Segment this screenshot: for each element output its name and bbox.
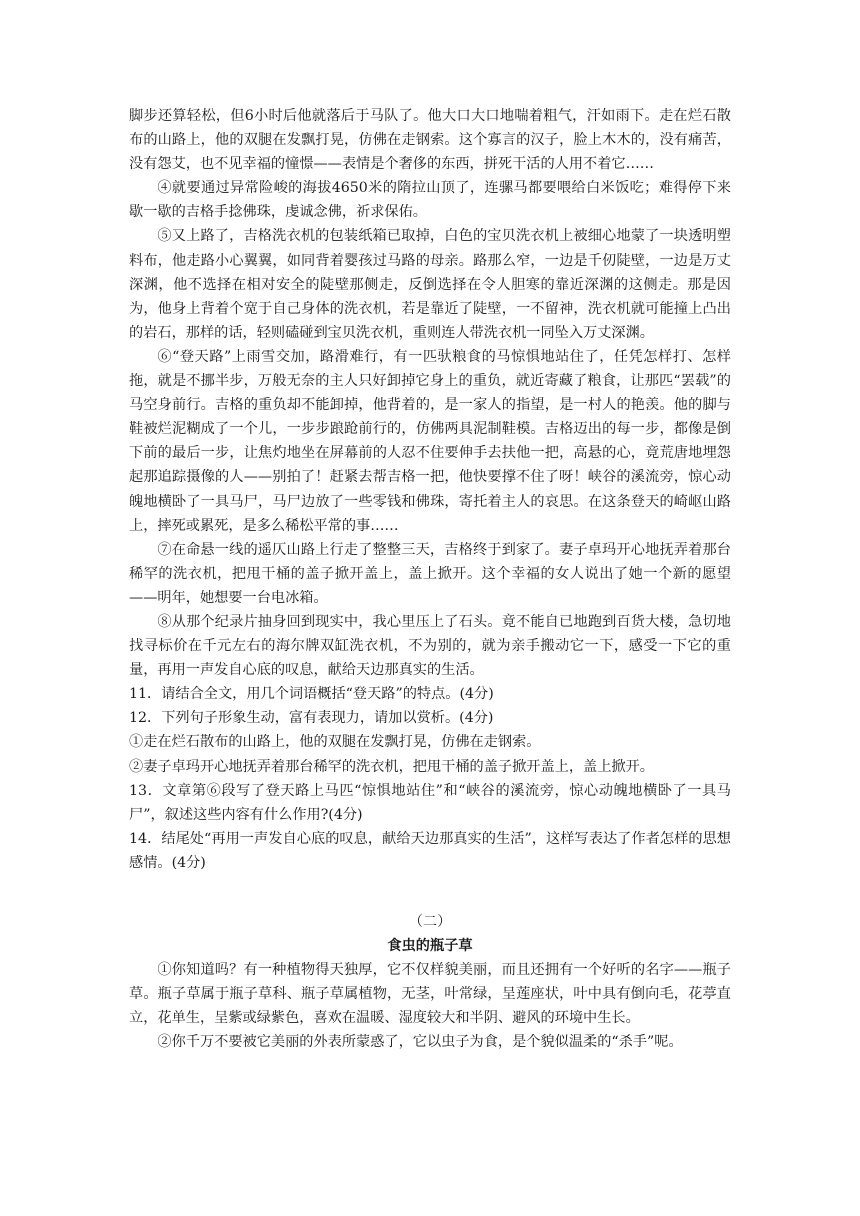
question-12-sentence-2: ②妻子卓玛开心地抚弄着那台稀罕的洗衣机，把甩干桶的盖子掀开盖上，盖上掀开。 xyxy=(129,758,654,775)
paragraph-6: ⑥“登天路”上雨雪交加，路滑难行，有一匹驮粮食的马惊惧地站住了，任凭怎样打、怎样拖，就是不挪半步，万般无奈的主人只好卸掉它身上的重负，就近寄藏了粮食，让那匹“罢载”的马空身前行。吉格的重负却不能卸掉，他背着的，是一家人的指望，是一村人的艳羡。他的脚与鞋被烂泥糊成了一个儿，一步步踉跄前行的，仿佛两具泥制鞋模。吉格迈出的每一步，都像是倒下前的最后一步，让焦灼地坐在屏幕前的人忍不住要伸手去扶他一把，高悬的心，竟荒唐地埋怨起那追踪摄像的人——别拍了！赶紧去帮吉格一把，他快要撑不住了呀！峡谷的溪流旁，惊心动魄地横卧了一具马尸，马尸边放了一些零钱和佛珠，寄托着主人的哀思。在这条登天的崎岖山路上，摔死或累死，是多么稀松平常的事…… xyxy=(129,348,731,534)
paragraph-4: ④就要通过异常险峻的海拔4650米的隋拉山顶了，连骡马都要喂给白米饭吃；难得停下来歇一歇的吉格手捻佛珠，虔诚念佛，祈求保佑。 xyxy=(129,180,731,221)
article-title: 食虫的瓶子草 xyxy=(387,938,473,955)
section-number: （二） xyxy=(408,914,452,930)
question-12-sentence-1: ①走在烂石散布的山路上，他的双腿在发飘打晃，仿佛在走钢索。 xyxy=(129,734,541,751)
question-12: 12．下列句子形象生动，富有表现力，请加以赏析。(4分) xyxy=(129,710,494,727)
question-13: 13．文章第⑥段写了登天路上马匹“惊惧地站住”和“峡谷的溪流旁，惊心动魄地横卧了一具马尸”，叙述这些内容有什么作用?(4分) xyxy=(129,782,731,823)
document-page xyxy=(129,104,731,1055)
question-11: 11．请结合全文，用几个词语概括“登天路”的特点。(4分) xyxy=(129,686,494,703)
paragraph-5: ⑤又上路了，吉格洗衣机的包装纸箱已取掉，白色的宝贝洗衣机上被细心地蒙了一块透明塑料布，他走路小心翼翼，如同背着婴孩过马路的母亲。路那么窄，一边是千仞陡壁，一边是万丈深渊，他不选择在相对安全的陡壁那侧走，反倒选择在令人胆寒的靠近深渊的这侧走。那是因为，他身上背着个宽于自己身体的洗衣机，若是靠近了陡壁，一不留神，洗衣机就可能撞上凸出的岩石，那样的话，轻则磕碰到宝贝洗衣机，重则连人带洗衣机一同坠入万丈深渊。 xyxy=(129,228,731,341)
paragraph-continued: 脚步还算轻松，但6小时后他就落后于马队了。他大口大口地喘着粗气，汗如雨下。走在烂石散布的山路上，他的双腿在发飘打晃，仿佛在走钢索。这个寡言的汉子，脸上木木的，没有痛苦，没有怨艾，也不见幸福的憧憬——表情是个奢侈的东西，拼死干活的人用不着它…… xyxy=(129,108,731,173)
paragraph-8: ⑧从那个纪录片抽身回到现实中，我心里压上了石头。竟不能自已地跑到百货大楼，急切地找寻标价在千元左右的海尔牌双缸洗衣机，不为别的，就为亲手搬动它一下，感受一下它的重量，再用一声发自心底的叹息，献给天边那真实的生活。 xyxy=(129,613,731,679)
paragraph-7: ⑦在命悬一线的遥仄山路上行走了整整三天，吉格终于到家了。妻子卓玛开心地抚弄着那台稀罕的洗衣机，把甩干桶的盖子掀开盖上，盖上掀开。这个幸福的女人说出了她一个新的愿望——明年，她想要一台电冰箱。 xyxy=(129,541,731,606)
passage2-paragraph-1: ①你知道吗？有一种植物得天独厚，它不仅样貌美丽，而且还拥有一个好听的名字——瓶子草。瓶子草属于瓶子草科、瓶子草属植物，无茎，叶常绿，呈莲座状，叶中具有倒向毛，花葶直立，花单生，呈紫或绿紫色，喜欢在温暖、湿度较大和半阴、避风的环境中生长。 xyxy=(129,962,731,1027)
question-14: 14．结尾处“再用一声发自心底的叹息，献给天边那真实的生活”，这样写表达了作者怎样的思想感情。(4分) xyxy=(129,830,731,871)
passage2-paragraph-2: ②你千万不要被它美丽的外表所蒙惑了，它以虫子为食，是个貌似温柔的“杀手”呢。 xyxy=(157,1034,683,1051)
